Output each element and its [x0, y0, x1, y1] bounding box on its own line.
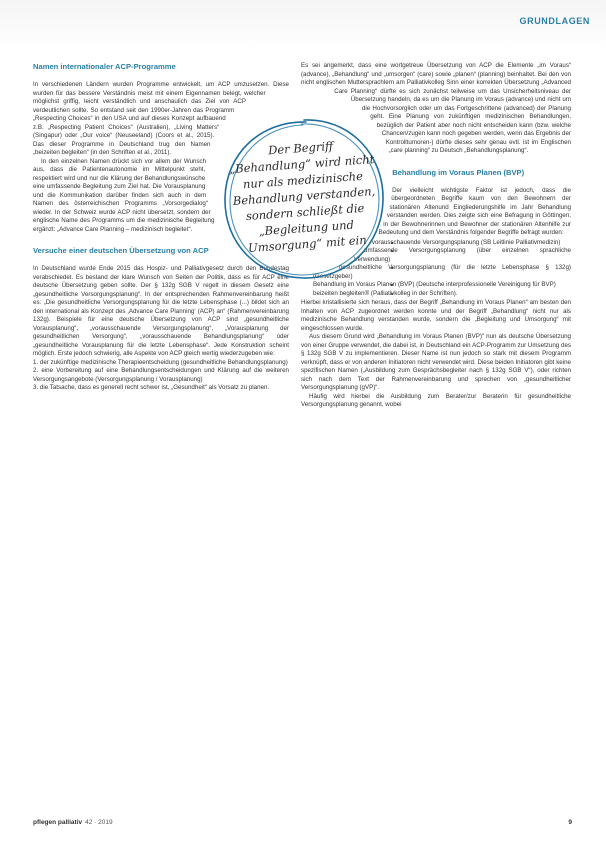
heading-bvp: Behandlung im Voraus Planen (BVP) — [392, 167, 525, 177]
list-item: 3. die Tatsache, dass es generell recht schwer ist, „Gesundheit“ als Vorsatz zu planen. — [33, 384, 270, 391]
list-item: • Behandlung im Voraus Planen (BVP) (Deutsche interprofessionelle Vereinigung für BVP) — [313, 281, 571, 290]
heading-international-programs: Namen internationaler ACP-Programme — [33, 62, 176, 71]
magazine-info — [33, 819, 113, 826]
paragraph: Es sei angemerkt, dass eine wortgetreue Übersetzung von ACP die Elemente „im Voraus“ (advance), „Behandlung“ und „umsorgen“ (care) sowie „planen“ (planning) beinhaltet. Bei den von nicht englischen Muttersprachlern am Palliativkolleg Sinn einer korrekten Übersetzung „Advanced Care Planning“ dürfte es sich zunächst teilweise um das Unsicherheitsniveau der Übersetzung handeln, da es um die Planung im Voraus (advance) und nicht um die Hochvorsorglich oder um das Fortgeschrittene (advanced) der Planung geht. Eine Planung von zukünftigen medizinischen Behandlungen, bezüglich der Patient aber noch nicht entscheiden kann (bzw. welche Chancen/zugen kann noch gegeben werden, wenn das Ergebnis der Kontrolltumoren-) dürfte dieses sehr genau evtl. ist im Englischen „care planning“ zu Deutsch „Behandlungsplanung“. — [301, 62, 571, 154]
page-number: 9 — [568, 819, 572, 826]
paragraph: Der vielleicht wichtigste Faktor ist jedoch, dass die übergeordneten Begriffe kaum von den Bewohnern der stationären Altenund Eingliederungshilfe im Jahr Behandlung verstanden werden. Dies zeigte sich eine Befragung in Göttingen, in der Bewohnerinnen und Bewohner der stationären Altenhilfe zur Bedeutung und dem Verständnis folgender Begriffe befragt wurden: — [378, 186, 571, 236]
list-item: • gesundheitliche Versorgungsplanung (für die letzte Lebensphase § 132g) (Gesetzgeber) — [313, 264, 571, 281]
list-item: 1. der zukünftige medizinische Therapieentscheidung (gesundheitliche Behandlungsplanung) — [33, 358, 288, 366]
heading-german-translation: Versuche einer deutschen Übersetzung von ACP — [33, 246, 209, 255]
magazine-name: pflegen palliativ — [33, 819, 83, 826]
paragraph: In Deutschland wurde Ende 2015 das Hospiz- und Palliativgesetz durch den Bundestag verabschiedet. Es bestand der klare Wunsch von Seiten der Politik, dass es für ACP eine deutsche Übersetzung geben sollte. Der § 132g SGB V regelt in diesem Gesetz eine „gesundheitliche Versorgungsplanung“. In der entsprechenden Rahmenvereinbarung heißt es: „Die gesundheitliche Versorgungsplanung für die letzte Lebensphase (...) bildet sich an den international als Konzept des ‚Advance Care Planning‘ (ACP) an“ (Rahmenvereinbarung 132g). Beispiele für eine deutsche Übersetzung von ACP sind „gesundheitliche Vorausplanung“, „vorausschauende Versorgungsplanung“, „Vorausplanung der gesundheitlichen Versorgung“, „vorausschauende Behandlungsplanung“ oder „gesundheitliche Vorausplanung für die letzte Lebensphase“. Jede Konstruktion scheint möglich. Erste jedoch schwierig, alle Aspekte von ACP gleich wertig wiederzugeben wie: — [33, 265, 289, 357]
list-item: • beizeiten begleiten® (Palliativkolleg in der Schriften). — [313, 290, 571, 299]
list-item: • vorausschauende Versorgungsplanung (SB Leitlinie Palliativmedizin) — [313, 239, 571, 248]
pull-quote: Der Begriff „Behandlung“ wird nicht nur als medizinische Behandlung verstanden, sondern schließt die „Begleitung und Umsorgung“ mit ein — [228, 138, 376, 256]
paragraph: In den einzelnen Namen drückt sich vor allem der Wunsch aus, dass die Patientenautonomie im Mittelpunkt steht, respektiert wird und nur die Klärung der Behandlungswünsche eine umfassende Begleitung zum Ziel hat. Die Vorausplanung und die Kommunikation darüber finden sich auch in dem Namen des österreichischen Programms „Vorsorgedialog“ wieder. In der Schweiz wurde ACP nicht übersetzt, sondern der englische Name des Programms um die medizinische Begleitung ergänzt: „Advance Care Planning – medizinisch begleitet“. — [33, 157, 215, 233]
list-item: • umfassende Versorgungsplanung (über einzelnen sprachliche Verwendung) — [313, 247, 571, 264]
page-footer — [33, 819, 572, 826]
paragraph: Hierbei kristallisierte sich heraus, dass der Begriff „Behandlung im Voraus Planen“ am besten den Inhalten von ACP zugeordnet werden konnte und der Begriff „Behandlung“ nicht nur als medizinische Behandlung verstanden wurde, sondern die „Begleitung und Umsorgung“ mit eingeschlossen wurde. — [301, 299, 571, 332]
list-item: 2. eine Vorbereitung auf eine Behandlungsentscheidungen und Klärung auf die weiteren Versorgungsangebote (Versorgungsplanung / Vorausplanung) — [33, 367, 289, 383]
section-header: GRUNDLAGEN — [519, 16, 590, 26]
numbered-list — [33, 359, 289, 393]
paragraph: Häufig wird hierbei die Ausbildung zum Berater/zur Beraterin für gesundheitliche Versorgungsplanung genannt, wobei — [301, 392, 571, 408]
issue-number: 42 · 2019 — [85, 819, 113, 826]
paragraph: In verschiedenen Ländern wurden Programme entwickelt, um ACP umzusetzen. Diese wurden für das bessere Verständnis meist mit einem Eigennamen belegt, welcher möglichst griffig, leicht verständlich und anschaulich das Ziel von ACP verdeutlichen sollte. So entstand seit den 1990er-Jahren das Programm „Respecting Choices“ in den USA und auf dieses Konzept aufbauend z.B. „Respecting Patient Choices“ (Australien), „Living Matters“ (Singapur) oder „Our voice“ (Neuseeland) (Coors et al., 2015). Das dieser Programme in Deutschland trug den Namen „beizeiten begleiten“ (in den Schriften et al., 2011). — [33, 81, 289, 156]
paragraph: Aus diesem Grund wird „Behandlung im Voraus Planen (BVP)“ nun als deutsche Übersetzung von einer Gruppe verwendet, die dabei ist, in Deutschland ein ACP-Programm zur Umsetzung des § 132g SGB V zu implementieren. Dieser Name ist nun jedoch so stark mit diesem Programm verknüpft, dass er von anderen Initiatoren nicht verwendet wird. Diese beiden Initiatoren gibt keine spezifischen Namen („Ausbildung zum Gesprächsbegleiter nach § 132g SGB V“), oder richten sich nach dem Text der Rahmenvereinbarung und sprechen von „gesundheitlicher Versorgungsplanung (gVP)“. — [301, 333, 571, 391]
